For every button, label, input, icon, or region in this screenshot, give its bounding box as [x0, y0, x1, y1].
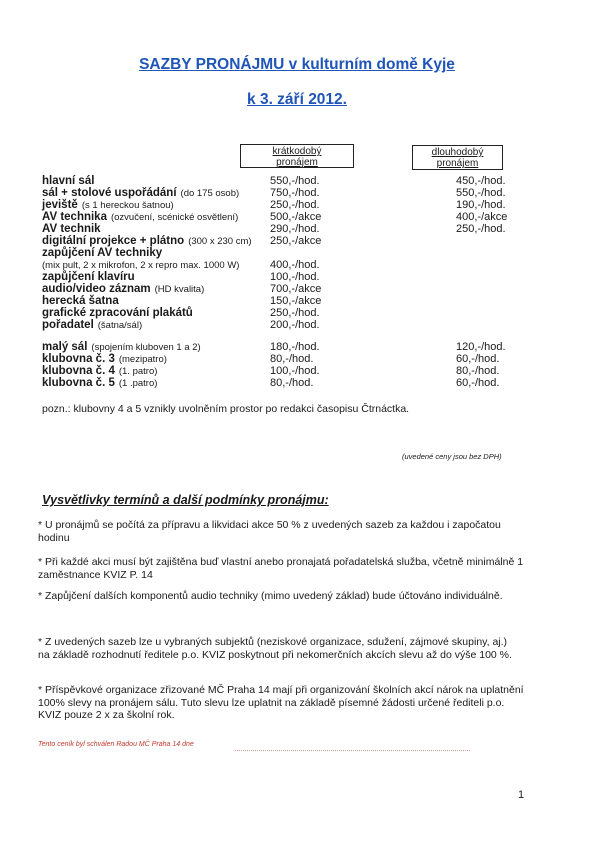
rate-item-detail: (do 175 osob): [180, 188, 240, 199]
short-term-header-line1: krátkodobý: [272, 146, 322, 157]
rate-row: [0, 247, 594, 259]
long-term-header-line1: dlouhodobý: [431, 147, 484, 158]
short-term-price: 250,-/hod.: [270, 307, 320, 319]
rate-row: [0, 307, 594, 319]
note: pozn.: klubovny 4 a 5 vznikly uvolněním prostor po redakci časopisu Čtrnáctka.: [42, 403, 410, 415]
vat-note: (uvedené ceny jsou bez DPH): [402, 452, 502, 461]
rate-item-detail: (1 .patro): [118, 378, 158, 389]
rate-item-name: [42, 319, 142, 332]
short-term-price: 500,-/akce: [270, 211, 322, 223]
long-term-price: 400,-/akce: [456, 211, 508, 223]
rate-item-name: [42, 377, 157, 390]
rate-row: [0, 259, 594, 271]
short-term-price: 100,-/hod.: [270, 271, 320, 283]
rate-row: [0, 377, 594, 389]
short-term-price: 180,-/hod.: [270, 341, 320, 353]
rate-item-detail: (ozvučení, scénické osvětlení): [110, 212, 239, 223]
long-term-price: 60,-/hod.: [456, 353, 500, 365]
explanations-heading: Vysvětlivky termínů a další podmínky pronájmu:: [42, 493, 329, 507]
rate-item-label: herecká šatna: [42, 295, 119, 307]
short-term-header: [240, 144, 354, 168]
rate-row: [0, 319, 594, 331]
rate-item-label: hlavní sál: [42, 175, 95, 187]
long-term-price: 250,-/hod.: [456, 223, 506, 235]
long-term-price: 450,-/hod.: [456, 175, 506, 187]
rate-item-label: pořadatel: [42, 319, 94, 331]
rate-item-detail: (mix pult, 2 x mikrofon, 2 x repro max. 1000 W): [42, 260, 240, 271]
rate-item-name: [42, 271, 135, 283]
short-term-price: 750,-/hod.: [270, 187, 320, 199]
rate-item-label: klubovna č. 5: [42, 377, 115, 389]
rate-item-detail: (300 x 230 cm): [188, 236, 252, 247]
rate-item-label: zapůjčení AV techniky: [42, 247, 163, 259]
rate-item-label: audio/video záznam: [42, 283, 151, 295]
short-term-price: 80,-/hod.: [270, 353, 314, 365]
short-term-price: 290,-/hod.: [270, 223, 320, 235]
rate-item-label: AV technika: [42, 211, 107, 223]
page-number: 1: [518, 789, 525, 801]
rate-row: [0, 223, 594, 235]
approval-note: Tento ceník byl schválen Radou MČ Praha 14 dne: [38, 741, 194, 748]
long-term-price: 550,-/hod.: [456, 187, 506, 199]
rate-item-label: digitální projekce + plátno: [42, 235, 185, 247]
short-term-price: 250,-/hod.: [270, 199, 320, 211]
long-term-header-line2: pronájem: [436, 158, 479, 169]
rate-item-detail: (šatna/sál): [97, 320, 143, 331]
condition-paragraph: * U pronájmů se počítá za přípravu a likvidaci akce 50 % z uvedených sazeb za každou i započatou hodinu: [38, 519, 501, 544]
rate-row: [0, 341, 594, 353]
rate-row: [0, 283, 594, 295]
short-term-price: 550,-/hod.: [270, 175, 320, 187]
rate-item-label: grafické zpracování plakátů: [42, 307, 193, 319]
short-term-price: 700,-/akce: [270, 283, 322, 295]
rate-item-detail: (spojením kluboven 1 a 2): [91, 342, 201, 353]
rate-item-name: [42, 175, 94, 187]
short-term-price: 250,-/akce: [270, 235, 322, 247]
long-term-price: 190,-/hod.: [456, 199, 506, 211]
short-term-price: 100,-/hod.: [270, 365, 320, 377]
rate-row: [0, 187, 594, 199]
rate-item-label: klubovna č. 3: [42, 353, 115, 365]
rate-item-detail: (HD kvalita): [154, 284, 205, 295]
rate-row: [0, 235, 594, 247]
short-term-price: 80,-/hod.: [270, 377, 314, 389]
condition-paragraph: * Z uvedených sazeb lze u vybraných subjektů (neziskové organizace, sdužení, zájmové skupiny, aj.) na základě rozhodnutí ředitele p.o. KVIZ poskytnout při nekomerčních akcích slevu až do výše 100 %.: [38, 636, 512, 661]
condition-paragraph: * Při každé akci musí být zajištěna buď vlastní anebo pronajatá pořadatelská služba, včetně minimálně 1 zaměstnance KVIZ P. 14: [38, 556, 524, 581]
rate-item-label: jeviště: [42, 199, 78, 211]
rate-item-name: [42, 307, 193, 319]
rate-item-name: [42, 223, 101, 235]
condition-paragraph: * Příspěvkové organizace zřizované MČ Praha 14 mají při organizování školních akcí nárok na uplatnění 100% slevy na pronájem sálu. Tuto slevu lze uplatnit na základě písemné žádosti určené řediteli p.o. KVIZ pouze 2 x za školní rok.: [38, 684, 524, 721]
document-title: SAZBY PRONÁJMU v kulturním domě Kyje: [139, 56, 455, 73]
condition-paragraph: * Zapůjčení dalších komponentů audio techniky (mimo uvedený základ) bude účtováno individuálně.: [38, 590, 503, 602]
rate-row: [0, 365, 594, 377]
rate-item-name: [42, 295, 119, 307]
short-term-header-line2: pronájem: [276, 157, 318, 168]
rate-row: [0, 211, 594, 223]
short-term-price: 150,-/akce: [270, 295, 322, 307]
document-date: k 3. září 2012.: [247, 91, 347, 108]
long-term-price: 120,-/hod.: [456, 341, 506, 353]
short-term-price: 200,-/hod.: [270, 319, 320, 331]
rate-item-detail: (1. patro): [118, 366, 158, 377]
rate-item-detail: (mezipatro): [118, 354, 167, 365]
rate-item-name: [42, 247, 162, 259]
rate-item-label: malý sál: [42, 341, 88, 353]
rate-item-label: zapůjčení klavíru: [42, 271, 135, 283]
rate-item-detail: (s 1 hereckou šatnou): [81, 200, 174, 211]
long-term-price: 60,-/hod.: [456, 377, 500, 389]
rate-row: [0, 295, 594, 307]
rate-item-label: klubovna č. 4: [42, 365, 115, 377]
long-term-header: [412, 145, 503, 170]
signature-dotted-line: [235, 750, 470, 751]
rate-row: [0, 175, 594, 187]
rate-row: [0, 199, 594, 211]
rate-item-label: AV technik: [42, 223, 101, 235]
rate-row: [0, 353, 594, 365]
long-term-price: 80,-/hod.: [456, 365, 500, 377]
short-term-price: 400,-/hod.: [270, 259, 320, 271]
rate-row: [0, 271, 594, 283]
rate-item-label: sál + stolové uspořádání: [42, 187, 177, 199]
